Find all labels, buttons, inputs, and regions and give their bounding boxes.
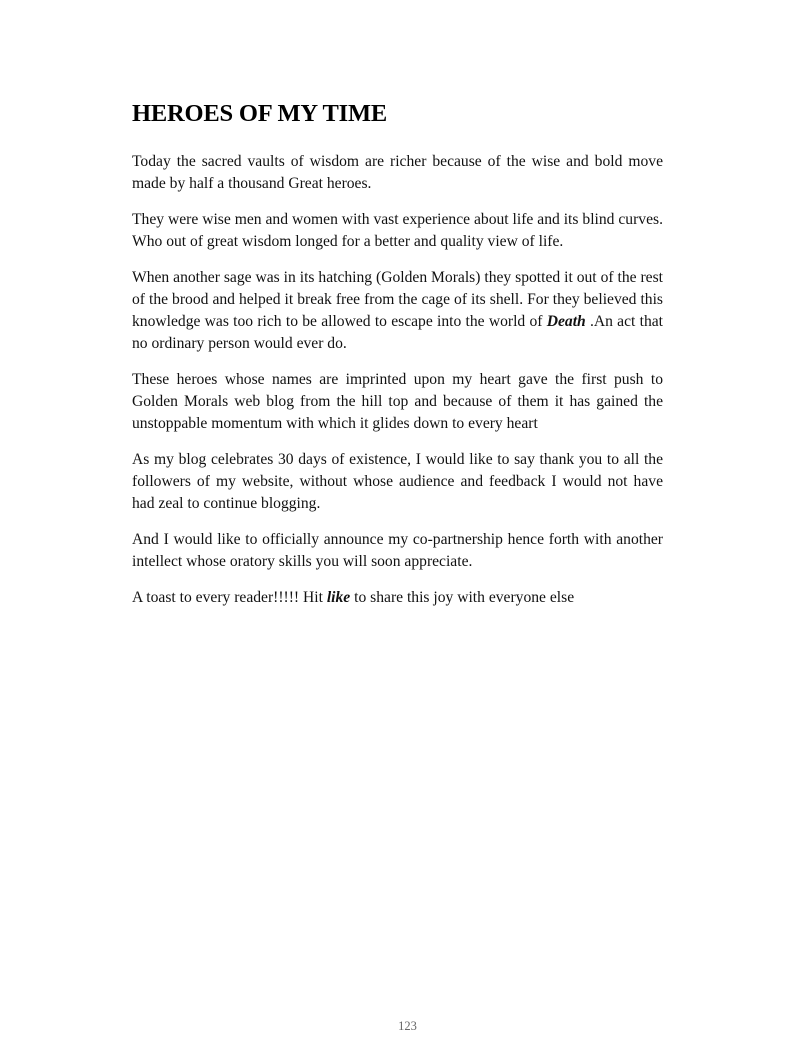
paragraph-3-text-before: When another sage was in its hatching (Golden Morals) they spotted it out of the rest of the brood and helped it break free from the cage of its shell. For they believed this knowledge was too rich to be allowed to escape into the world of bbox=[132, 269, 663, 330]
paragraph-2: They were wise men and women with vast experience about life and its blind curves. Who out of great wisdom longed for a better and quality view of life. bbox=[132, 211, 663, 250]
emphasis-like: like bbox=[326, 589, 351, 606]
paragraph-7-text-before: A toast to every reader!!!!! Hit bbox=[132, 589, 327, 606]
page-title: HEROES OF MY TIME bbox=[132, 100, 388, 127]
body-text bbox=[132, 151, 663, 623]
paragraph-1: Today the sacred vaults of wisdom are richer because of the wise and bold move made by half a thousand Great heroes. bbox=[132, 153, 663, 192]
paragraph-5: As my blog celebrates 30 days of existence, I would like to say thank you to all the followers of my website, without whose audience and feedback I would not have had zeal to continue blogging. bbox=[132, 451, 663, 512]
paragraph-3-text-after: .An act that no ordinary person would ever do. bbox=[132, 313, 663, 352]
paragraph-3 bbox=[132, 267, 663, 355]
paragraph-6: And I would like to officially announce my co-partnership hence forth with another intellect whose oratory skills you will soon appreciate. bbox=[132, 531, 663, 570]
emphasis-death: Death bbox=[546, 313, 586, 330]
paragraph-7 bbox=[132, 587, 663, 609]
page-number: 123 bbox=[398, 1019, 417, 1033]
paragraph-7-text-after: to share this joy with everyone else bbox=[350, 589, 575, 606]
paragraph-4: These heroes whose names are imprinted upon my heart gave the first push to Golden Morals web blog from the hill top and because of them it has gained the unstoppable momentum with which it glides down to every heart bbox=[132, 371, 663, 432]
